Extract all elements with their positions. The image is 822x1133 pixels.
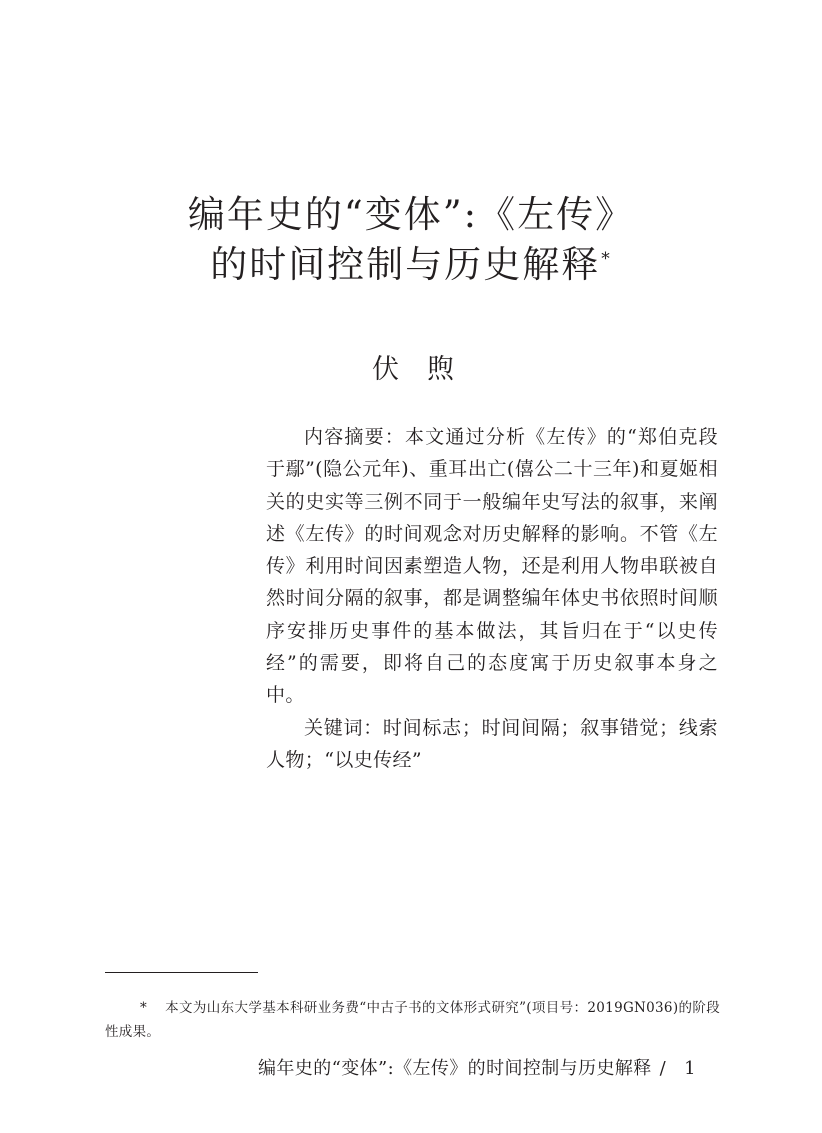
running-header-separator: / xyxy=(659,1058,667,1079)
footnote xyxy=(105,996,720,1044)
title-footnote-mark[interactable]: * xyxy=(601,249,612,269)
abstract-block xyxy=(266,421,718,776)
footnote-text: 本文为山东大学基本科研业务费“中古子书的文体形式研究”(项目号：2019GN036)的阶段性成果。 xyxy=(105,1000,720,1040)
running-header-title: 编年史的“变体”:《左传》的时间控制与历史解释 xyxy=(258,1058,652,1079)
author-surname: 伏 xyxy=(372,354,399,385)
page-number: 1 xyxy=(684,1058,696,1079)
keywords-paragraph: 关键词：时间标志；时间间隔；叙事错觉；线索人物；“以史传经” xyxy=(266,716,718,771)
paper-title-line-2 xyxy=(150,243,672,287)
paper-title-line-1 xyxy=(150,193,672,237)
title-text-line-1: 编年史的“变体”:《左传》 xyxy=(187,193,635,236)
running-header xyxy=(258,1056,696,1082)
footnote-divider xyxy=(105,972,258,973)
author-given-name: 煦 xyxy=(427,354,454,385)
footnote-mark: * xyxy=(140,1000,148,1016)
abstract-paragraph: 内容摘要：本文通过分析《左传》的“郑伯克段于鄢”(隐公元年)、重耳出亡(僖公二十三年)和夏姬相关的史实等三例不同于一般编年史写法的叙事，来阐述《左传》的时间观念对历史解释的影响。不管《左传》利用时间因素塑造人物，还是利用人物串联被自然时间分隔的叙事，都是调整编年体史书依照时间顺序安排历史事件的基本做法，其旨归在于“以史传经”的需要，即将自己的态度寓于历史叙事本身之中。 xyxy=(266,426,718,707)
title-text-line-2: 的时间控制与历史解释 xyxy=(210,243,601,286)
author-name xyxy=(372,352,454,388)
